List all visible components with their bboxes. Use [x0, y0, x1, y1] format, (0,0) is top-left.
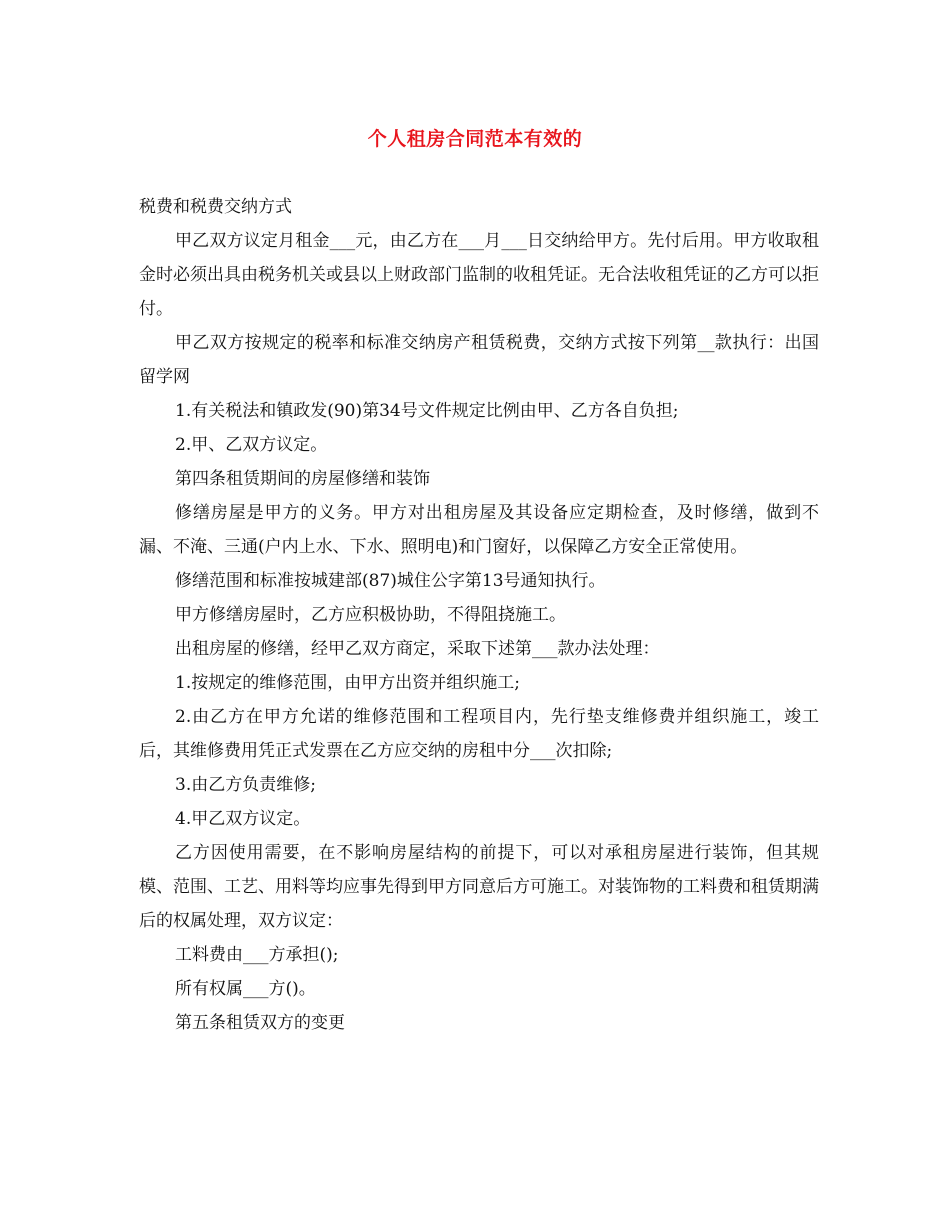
paragraph-repair-method: 出租房屋的修缮，经甲乙双方商定，采取下述第___款办法处理：	[175, 639, 660, 659]
article-heading-5: 第五条租赁双方的变更	[175, 1013, 345, 1033]
list-item-tax-2: 2.甲、乙双方议定。	[175, 435, 328, 455]
list-item-repair-1: 1.按规定的维修范围，由甲方出资并组织施工;	[175, 673, 520, 693]
document-body	[139, 190, 819, 1040]
section-heading-taxes: 税费和税费交纳方式	[139, 197, 292, 217]
list-item-repair-3: 3.由乙方负责维修;	[175, 775, 316, 795]
document-title: 个人租房合同范本有效的	[367, 128, 583, 150]
paragraph-tax-method: 甲乙双方按规定的税率和标准交纳房产租赁税费，交纳方式按下列第__款执行：出国留学网	[139, 333, 819, 387]
paragraph-repair-cooperation: 甲方修缮房屋时，乙方应积极协助，不得阻挠施工。	[175, 605, 566, 625]
list-item-repair-4: 4.甲乙双方议定。	[175, 809, 311, 829]
paragraph-repair-scope: 修缮范围和标准按城建部(87)城住公字第13号通知执行。	[175, 571, 606, 591]
paragraph-ownership: 所有权属___方()。	[175, 979, 316, 999]
paragraph-decoration: 乙方因使用需要，在不影响房屋结构的前提下，可以对承租房屋进行装饰，但其规模、范围、工艺、用料等均应事先得到甲方同意后方可施工。对装饰物的工料费和租赁期满后的权属处理，双方议定：	[139, 843, 819, 931]
list-item-tax-1: 1.有关税法和镇政发(90)第34号文件规定比例由甲、乙方各自负担;	[175, 401, 679, 421]
paragraph-repair-duty: 修缮房屋是甲方的义务。甲方对出租房屋及其设备应定期检查，及时修缮，做到不漏、不淹、三通(户内上水、下水、照明电)和门窗好，以保障乙方安全正常使用。	[139, 503, 819, 557]
article-heading-4: 第四条租赁期间的房屋修缮和装饰	[175, 469, 430, 489]
paragraph-material-cost: 工料费由___方承担();	[175, 945, 339, 965]
list-item-repair-2: 2.由乙方在甲方允诺的维修范围和工程项目内，先行垫支维修费并组织施工，竣工后，其维修费用凭正式发票在乙方应交纳的房租中分___次扣除;	[139, 707, 819, 761]
paragraph-rent-payment: 甲乙双方议定月租金___元，由乙方在___月___日交纳给甲方。先付后用。甲方收取租金时必须出具由税务机关或县以上财政部门监制的收租凭证。无合法收租凭证的乙方可以拒付。	[139, 231, 819, 319]
